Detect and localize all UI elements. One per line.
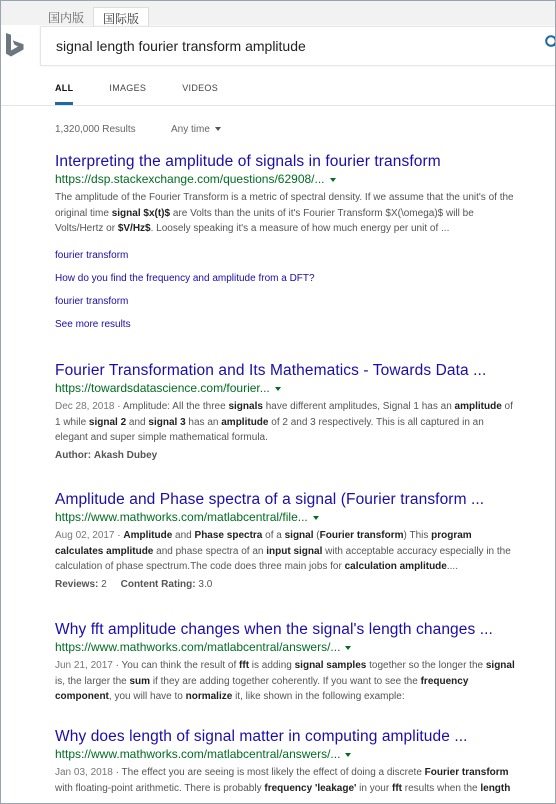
chevron-down-icon[interactable] bbox=[330, 178, 336, 182]
time-filter-dropdown[interactable] bbox=[171, 124, 221, 135]
chevron-down-icon[interactable] bbox=[313, 516, 319, 520]
search-result-4 bbox=[55, 621, 549, 705]
search-result-1 bbox=[55, 153, 549, 237]
result-title-link[interactable]: Fourier Transformation and Its Mathematics - Towards Data ... bbox=[55, 362, 487, 379]
region-tab-domestic[interactable]: 国内版 bbox=[39, 7, 93, 25]
result-url[interactable]: https://www.mathworks.com/matlabcentral/answers/... bbox=[55, 640, 549, 654]
search-input[interactable]: signal length fourier transform amplitude bbox=[56, 38, 306, 54]
search-box[interactable] bbox=[40, 26, 556, 66]
result-title-link[interactable]: Interpreting the amplitude of signals in fourier transform bbox=[55, 153, 441, 170]
chevron-down-icon[interactable] bbox=[345, 646, 351, 650]
header-divider bbox=[1, 105, 556, 106]
result-author: Author: Akash Dubey bbox=[55, 449, 158, 461]
search-result-3 bbox=[55, 491, 549, 590]
time-filter-label: Any time bbox=[171, 124, 210, 135]
deep-link[interactable]: fourier transform bbox=[55, 250, 129, 261]
chevron-down-icon bbox=[215, 127, 221, 131]
result-reviews: Reviews: 2 Content Rating: 3.0 bbox=[55, 578, 213, 590]
search-result-2 bbox=[55, 362, 549, 461]
result-snippet: Aug 02, 2017 · Amplitude and Phase spectra of a signal (Fourier transform) This program calculates amplitude and phase spectra of an input signal with acceptable accuracy especially in the calculation of phase spectrum.The code does three main jobs for calculation amplitude.... bbox=[55, 530, 511, 572]
tab-images[interactable]: IMAGES bbox=[109, 83, 147, 93]
result-url[interactable]: https://www.mathworks.com/matlabcentral/answers/... bbox=[55, 747, 549, 761]
chevron-down-icon[interactable] bbox=[275, 387, 281, 391]
chevron-down-icon[interactable] bbox=[345, 753, 351, 757]
result-snippet: Jun 21, 2017 · You can think the result of fft is adding signal samples together so the longer the signal is, the larger the sum if they are adding together coherently. If you want to see the frequency component, you will have to normalize it, like shown in the following example: bbox=[55, 660, 515, 702]
tab-all[interactable]: ALL bbox=[55, 83, 73, 105]
result-title-link[interactable]: Amplitude and Phase spectra of a signal (Fourier transform ... bbox=[55, 491, 485, 508]
result-snippet: Jan 03, 2018 · The effect you are seeing is most likely the effect of doing a discrete Fourier transform with floating-point arithmetic. There is probably frequency 'leakage' in your fft results when the length bbox=[55, 767, 511, 794]
search-scope-nav bbox=[55, 83, 254, 105]
result-url[interactable]: https://dsp.stackexchange.com/questions/62908/... bbox=[55, 172, 549, 186]
deep-link[interactable]: How do you find the frequency and amplitude from a DFT? bbox=[55, 273, 315, 284]
result-snippet: Dec 28, 2018 · Amplitude: All the three signals have different amplitudes, Signal 1 has an amplitude of 1 while signal 2 and signal 3 has an amplitude of 2 and 3 respectively. This is all captured in an elegant and super simple mathematical formula. bbox=[55, 401, 513, 443]
result-snippet: The amplitude of the Fourier Transform is a metric of spectral density. If we assume that the unit's of the original time signal $x(t)$ are Volts than the units of it's Fourier Transform $X(\omega)$ will be Volts/Hertz or $V/Hz$. Loosely speaking it's a measure of how much energy per unit of ... bbox=[55, 192, 514, 234]
search-result-5 bbox=[55, 728, 549, 796]
result-url[interactable]: https://www.mathworks.com/matlabcentral/file... bbox=[55, 510, 549, 524]
deep-link[interactable]: fourier transform bbox=[55, 296, 129, 307]
result-title-link[interactable]: Why does length of signal matter in computing amplitude ... bbox=[55, 728, 468, 745]
region-tab-international[interactable]: 国际版 bbox=[93, 7, 149, 26]
bing-logo-icon[interactable] bbox=[4, 32, 26, 58]
tab-videos[interactable]: VIDEOS bbox=[182, 83, 219, 93]
see-more-results-link[interactable]: See more results bbox=[55, 319, 131, 330]
result-title-link[interactable]: Why fft amplitude changes when the signal's length changes ... bbox=[55, 621, 493, 638]
results-count: 1,320,000 Results bbox=[55, 124, 136, 135]
result-url[interactable]: https://towardsdatascience.com/fourier... bbox=[55, 381, 549, 395]
region-tabs bbox=[39, 7, 149, 25]
search-icon[interactable] bbox=[544, 34, 556, 52]
